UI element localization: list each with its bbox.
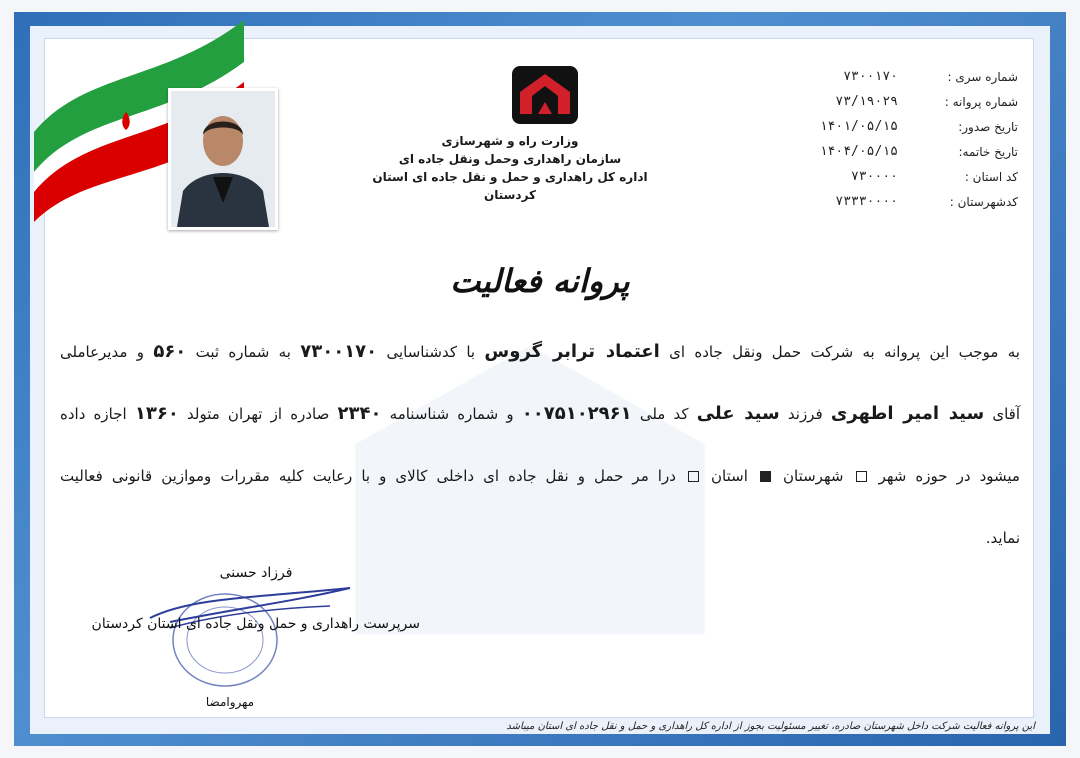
body-text: و شماره شناسنامه bbox=[389, 405, 514, 423]
body-text: نماید. bbox=[985, 529, 1020, 547]
manager-name: سید امیر اطهری bbox=[830, 403, 985, 424]
body-text: شهرستان bbox=[783, 467, 844, 485]
meta-label: شماره سری : bbox=[947, 69, 1018, 84]
birth-certificate-number: ۲۳۴۰ bbox=[337, 403, 382, 424]
manager-photo bbox=[168, 88, 278, 230]
body-text: کد ملی bbox=[639, 405, 689, 423]
father-name: سید علی bbox=[696, 403, 780, 424]
province-office-name: اداره کل راهداری و حمل و نقل جاده ای استان کردستان bbox=[372, 170, 648, 202]
city-checkbox bbox=[856, 471, 867, 482]
organization-name: سازمان راهداری وحمل ونقل جاده ای bbox=[398, 152, 622, 166]
organization-header bbox=[350, 132, 670, 204]
meta-label: تاریخ خاتمه: bbox=[958, 144, 1018, 159]
document-title: پروانه فعالیت bbox=[450, 262, 630, 300]
county-checkbox bbox=[760, 471, 771, 482]
rmto-logo-icon bbox=[510, 64, 580, 126]
seal-label: مهروامضا bbox=[205, 695, 255, 709]
meta-value: ۷۳۰۰۱۷۰ bbox=[843, 69, 898, 84]
meta-label: کد استان : bbox=[964, 169, 1018, 184]
license-meta bbox=[728, 64, 1018, 214]
body-text: استان bbox=[711, 467, 748, 485]
signer-name: فرزاد حسنی bbox=[219, 565, 293, 581]
company-id: ۷۳۰۰۱۷۰ bbox=[300, 341, 378, 362]
meta-value: ۱۴۰۴/۰۵/۱۵ bbox=[819, 144, 898, 159]
license-body bbox=[60, 324, 1020, 572]
meta-row bbox=[728, 114, 1018, 139]
meta-label: کدشهرستان : bbox=[949, 194, 1018, 209]
meta-row bbox=[728, 139, 1018, 164]
body-text: درا مر حمل و نقل جاده ای داخلی کالای و با رعایت کلیه مقررات وموازین قانونی فعالیت bbox=[60, 467, 676, 485]
ministry-name: وزارت راه و شهرسازی bbox=[441, 134, 579, 148]
body-line bbox=[60, 510, 1020, 572]
official-stamp-icon bbox=[130, 578, 380, 698]
registration-number: ۵۶۰ bbox=[153, 341, 187, 362]
meta-row bbox=[728, 89, 1018, 114]
body-text: فرزند bbox=[787, 405, 823, 423]
meta-value: ۱۴۰۱/۰۵/۱۵ bbox=[819, 119, 898, 134]
body-line bbox=[60, 386, 1020, 448]
body-line bbox=[60, 448, 1020, 510]
meta-row bbox=[728, 189, 1018, 214]
national-id: ۰۰۷۵۱۰۲۹۶۱ bbox=[521, 403, 632, 424]
body-text: و مدیرعاملی bbox=[60, 343, 144, 361]
meta-value: ۷۳۰۰۰۰ bbox=[851, 169, 898, 184]
signer-title: سرپرست راهداری و حمل ونقل جاده ای استان کردستان bbox=[91, 616, 420, 632]
body-text: به موجب این پروانه به شرکت حمل ونقل جاده ای bbox=[669, 343, 1020, 361]
meta-label: تاریخ صدور: bbox=[958, 119, 1018, 134]
meta-value: ۷۳۳۳۰۰۰۰ bbox=[835, 194, 898, 209]
meta-value: ۷۳/۱۹۰۲۹ bbox=[835, 94, 898, 109]
body-text: میشود در حوزه شهر bbox=[878, 467, 1020, 485]
company-name: اعتماد ترابر گروس bbox=[484, 341, 660, 362]
person-portrait-icon bbox=[171, 91, 275, 227]
body-text: آقای bbox=[992, 405, 1021, 423]
province-checkbox bbox=[688, 471, 699, 482]
meta-row bbox=[728, 64, 1018, 89]
body-text: به شماره ثبت bbox=[195, 343, 291, 361]
body-text: اجازه داده bbox=[60, 405, 127, 423]
body-text: صادره از تهران متولد bbox=[187, 405, 330, 423]
meta-label: شماره پروانه : bbox=[944, 94, 1018, 109]
birth-year: ۱۳۶۰ bbox=[134, 403, 179, 424]
body-text: با کدشناسایی bbox=[386, 343, 476, 361]
footer-note: این پروانه فعالیت شرکت داخل شهرستان صادره، تغییر مسئولیت بجوز از اداره کل راهداری و حمل و نقل جاده ای استان میباشد bbox=[506, 721, 1035, 732]
body-line bbox=[60, 324, 1020, 386]
meta-row bbox=[728, 164, 1018, 189]
